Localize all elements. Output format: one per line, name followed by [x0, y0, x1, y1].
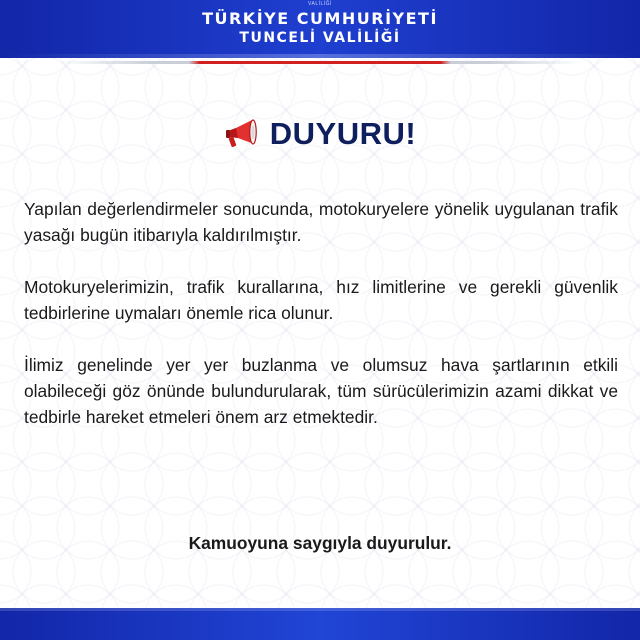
megaphone-icon: [224, 117, 260, 151]
announcement-heading: [0, 114, 640, 154]
closing-statement: Kamuoyuna saygıyla duyurulur.: [188, 533, 452, 553]
announcement-title: DUYURU!: [269, 116, 417, 151]
header-subtitle: TUNCELİ VALİLİĞİ: [239, 30, 401, 46]
header-small-text: VALİLİĞİ: [308, 1, 332, 7]
header-title: TÜRKİYE CUMHURİYETİ: [202, 9, 438, 28]
header-divider: [58, 61, 582, 64]
paragraph-3: İlimiz genelinde yer yer buzlanma ve olumsuz hava şartlarının etkili olabileceği göz önünde bulundurularak, tüm sürücülerimizin azami dikkat ve tedbirle hareket etmeleri önem arz etmektedir.: [24, 355, 618, 427]
paragraph-2: Motokuryelerimizin, trafik kurallarına, hız limitlerine ve gerekli güvenlik tedbirlerine uymaları önemle rica olunur.: [24, 277, 618, 323]
footer-band: [0, 608, 640, 640]
header-band: [0, 0, 640, 58]
announcement-body: [24, 196, 618, 456]
paragraph-1: Yapılan değerlendirmeler sonucunda, motokuryelere yönelik uygulanan trafik yasağı bugün itibarıyla kaldırılmıştır.: [24, 199, 618, 245]
